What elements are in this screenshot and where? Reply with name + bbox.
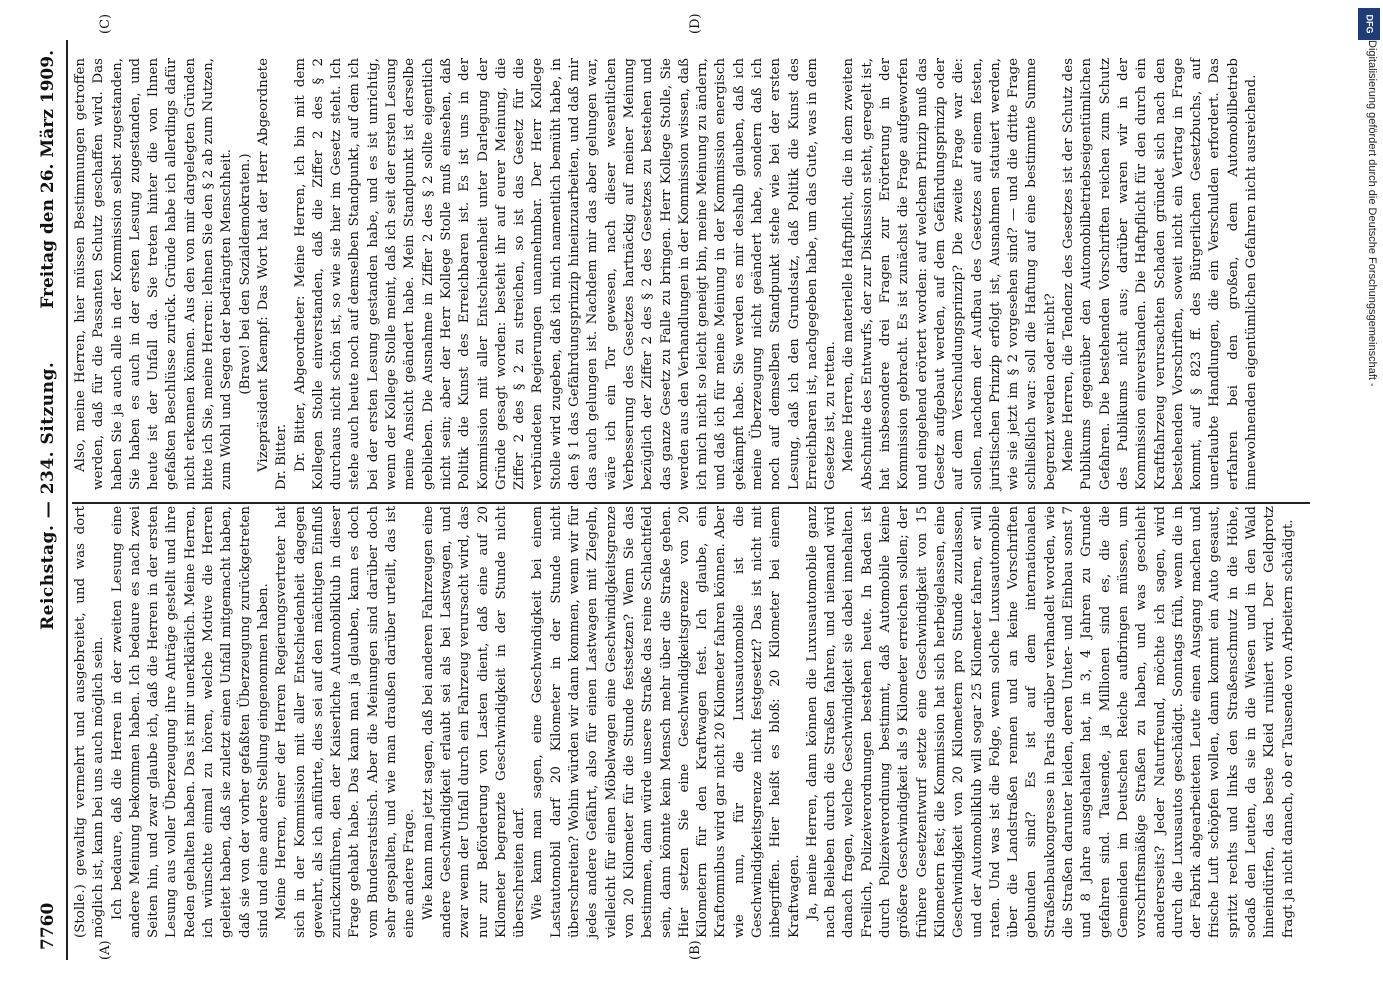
speaker-paragraph: Dr. Bitter, Abgeordneter: Meine Herren, ich bin mit dem Kollegen Stolle einverstanden, daß die Ziffer 2 des § 2 durchaus nicht schön ist, so wie sie hier im Gesetz steht. Ich stehe auch heute noch auf demselben Standpunkt, auf dem ich bei der ersten Lesung gestanden habe, und es ist unrichtig, wenn der Kollege Stolle meint, daß ich seit der ersten Lesung meine Ansicht geändert habe. Mein Standpunkt ist derselbe geblieben. Die Ausnahme in Ziffer 2 des § 2 sollte eigentlich nicht sein; aber der Herr Kollege Stolle muß einsehen, daß Politik die Kunst des Erreichbaren ist. Es ist uns in der Kommission mit aller Entschiedenheit unter Darlegung der Gründe gesagt worden: besteht ihr auf eurer Meinung, die Ziffer 2 des § 2 zu streichen, so ist das Gesetz für die verbündeten Regierungen unannehmbar. Der Herr Kollege Stolle wird zugeben, daß ich mich namentlich bemüht habe, in den § 1 das Gefährdungsprinzip hineinzuarbeiten, und daß mir das auch gelungen ist. Nachdem mir das aber gelungen war, wäre ich ein Tor gewesen, nach dieser wesentlichen Verbesserung des Gesetzes hartnäckig auf meiner Meinung bezüglich der Ziffer 2 des § 2 des Gesetzes zu bestehen und das ganze Gesetz zu Falle zu bringen. Herr Kollege Stolle, Sie werden aus den Verhandlungen in der Kommission wissen, daß ich mich nicht so leicht geneigt bin, meine Meinung zu ändern, und daß ich für meine Meinung in der Kommission energisch gekämpft habe. Sie werden es mir deshalb glauben, daß ich meine Überzeugung nicht geändert habe, sondern daß ich noch auf demselben Standpunkt stehe wie bei der ersten Lesung, daß ich den Grundsatz, daß Politik die Kunst des Erreichbaren ist, nachgegeben habe, um das Gute, was in dem Gesetze ist, zu retten. — [292, 58, 839, 490]
column-divider — [72, 502, 1310, 504]
paragraph: Ja, meine Herren, dann können die Luxusautomobile ganz nach Belieben durch die Straßen fahren, und niemand wird danach fragen, welche Geschwindigkeit sie dabei innehalten. Freilich, Polizeiverordnungen bestehen heute. In Baden ist durch Polizeiverordnung bestimmt, daß Automobile keine größere Geschwindigkeit als 9 Kilometer erreichen sollen; der frühere Gesetzentwurf setzte eine Geschwindigkeit von 15 Kilometern fest; die Kommission hat sich herbeigelassen, eine Geschwindigkeit von 20 Kilometern pro Stunde zuzulassen, und der Automobilklub will sogar 25 Kilometer fahren, er will raten. Und was ist die Folge, wenn solche Luxusautomobile über die Landstraßen rennen und an keine Vorschriften gebunden sind? Es ist auf dem internationalen Straßenbaukongresse in Paris darüber verhandelt worden, wie die Straßen darunter leiden, deren Unter- und Einbau sonst 7 und 8 Jahre ausgehalten hat, in 3, 4 Jahren zu Grunde gefahren sind. Tausende, ja Millionen sind es, die die Gemeinden im Deutschen Reiche aufbringen müssen, um vorschriftsmäßige Straßen zu haben, und was geschieht andererseits? Jeder Naturfreund, möchte ich sagen, wird durch die Luxusautos geschädigt. Sonntags früh, wenn die in der Fabrik abgearbeiteten Leute einen Ausgang machen und frische Luft schöpfen wollen, dann kommt ein Auto gesaust, spritzt rechts und links den Straßenschmutz in die Höhe, sodaß den Leuten, da sie in die Wiesen und in den Wald hineindürfen, das beste Kleid ruiniert wird. Der Geldprotz fragt ja nicht danach, ob er Tausende von Arbeitern schädigt. — [804, 506, 1296, 938]
digitization-note: Digitalisierung gefördert durch die Deutsche Forschungsgemeinschaft - — [1366, 40, 1378, 387]
paragraph: (Stolle.) gewaltig vermehrt und ausgebreitet, und was dort möglich ist, kann bei uns auch möglich sein. — [73, 506, 107, 938]
left-column — [72, 506, 1298, 938]
header-rule — [66, 40, 68, 960]
session-date: Freitag den 26. März 1909. — [38, 50, 58, 309]
margin-marker-a: (A) — [98, 940, 113, 960]
page-number: 7760 — [38, 902, 58, 950]
paragraph: Meine Herren, die materielle Haftpflicht, die in dem zweiten Abschnitte des Entwurfs, der zur Diskussion steht, geregelt ist, hat insbesondere drei Fragen zur Erörterung in der Kommission gebracht. Es ist zunächst die Frage aufgeworfen und eingehend erörtert worden: auf welchem Prinzip muß das Gesetz aufgebaut werden, auf dem Gefährdungsprinzip oder auf dem Verschuldungsprinzip? Die zweite Frage war die: sollen, nachdem der Aufbau des Gesetzes auf einem festen, juristischen Prinzip erfolgt ist, Ausnahmen statuiert werden, wie sie jetzt im § 2 vorgesehen sind? — und die dritte Frage schließlich war: soll die Haftung auf eine bestimmte Summe begrenzt werden oder nicht? — [841, 58, 1058, 490]
page-header — [38, 40, 66, 960]
margin-marker-b: (B) — [688, 940, 703, 960]
margin-marker-d: (D) — [688, 13, 703, 34]
paragraph: Also, meine Herren, hier müssen Bestimmungen getroffen werden, daß für die Passanten Schutz geschaffen wird. Das haben Sie ja auch alle in der Kommission selbst zugestanden, Sie haben es auch in der ersten Lesung zugestanden, und heute ist der Unfall da. Sie treten hinter die von Ihnen gefaßten Beschlüsse zurück. Gründe habe ich allerdings dafür nicht erkennen können. Aus den von mir dargelegten Gründen bitte ich Sie, meine Herren: lehnen Sie den § 2 ab zum Nutzen, zum Wohl und Segen der bedrängten Menschheit. — [73, 58, 235, 490]
speaker-paragraph: Vizepräsident Kaempf: Das Wort hat der Herr Abgeordnete Dr. Bitter. — [255, 58, 290, 490]
session-title: Reichstag. — 234. Sitzung. — [38, 361, 58, 630]
paragraph: Ich bedaure, daß die Herren in der zweiten Lesung eine andere Meinung bekommen haben. Ich bedaure es nach zwei Seiten hin, und zwar glaube ich, daß die Herren in der ersten Lesung aus voller Überzeugung ihre Anträge gestellt und ihre Reden gehalten haben. Das ist mir unerklärlich. Meine Herren, ich wünschte einmal zu hören, welche Motive die Herren geleitet haben, daß sie zuletzt einen Unfall mitgemacht haben, daß sie von der vorher gefaßten Überzeugung zurückgetreten sind und eine andere Stellung eingenommen haben. — [109, 506, 271, 938]
dfg-logo: DFG — [1358, 8, 1380, 40]
paragraph: Meine Herren, die Tendenz des Gesetzes ist der Schutz des Publikums gegenüber den Automobilbetriebseigentümlichen Gefahren. Die bestehenden Vorschriften reichen zum Schutz des Publikums nicht aus; darüber waren wir in der Kommission einverstanden. Die Haftpflicht für den durch ein Kraftfahrzeug verursachten Schaden gründet sich nach den bestehenden Vorschriften, soweit nicht ein Vertrag in Frage kommt, auf § 823 ff. des Bürgerlichen Gesetzbuchs, auf unerlaubte Handlungen, die ein Verschulden erfordert. Das erfahren bei den großen, dem Automobilbetrieb innewohnenden eigentümlichen Gefahren nicht ausreichend. — [1061, 58, 1259, 490]
paragraph: Wie kann man jetzt sagen, daß bei anderen Fahrzeugen eine andere Geschwindigkeit erlaubt sei als bei Lastwagen, und zwar wenn der Unfall durch ein Fahrzeug verursacht wird, das nur zur Beförderung von Lasten dient, daß eine auf 20 Kilometer begrenzte Geschwindigkeit in der Stunde nicht überschreiten darf. — [420, 506, 528, 938]
margin-marker-c: (C) — [98, 13, 113, 34]
paragraph: Meine Herren, einer der Herren Regierungsvertreter hat sich in der Kommission mit aller Entschiedenheit dagegen gewehrt, als ich anführte, dies sei auf den mächtigen Einfluß zurückzuführen, den der Kaiserliche Automobilklub in dieser Frage gehabt habe. Das kann man ja glauben, kann es doch vom Bundesratstisch. Aber die Meinungen sind darüber doch sehr gespalten, und wie man draußen darüber urteilt, das ist eine andere Frage. — [274, 506, 418, 938]
right-column — [72, 58, 1261, 490]
paragraph: Wie kann man sagen, eine Geschwindigkeit bei einem Lastautomobil darf 20 Kilometer in der Stunde nicht überschreiten? Wohin würden wir dann kommen, wenn wir für jedes andere Gefährt, also für einen Lastwagen mit Ziegeln, vielleicht für einen Möbelwagen eine Geschwindigkeitsgrenze von 20 Kilometer für die Stunde festsetzen? Wenn Sie das bestimmen, dann würde unsere Straße das reine Schlachtfeld sein, dann könnte kein Mensch mehr über die Straße gehen. Hier setzen Sie eine Geschwindigkeitsgrenze von 20 Kilometern für den Kraftwagen fest. Ich glaube, ein Kraftomnibus wird gar nicht 20 Kilometer fahren können. Aber wie nun, für die Luxusautomobile ist die Geschwindigkeitsgrenze nicht festgesetzt? Das ist nicht mit inbegriffen. Hier heißt es bloß: 20 Kilometer bei einem Kraftwagen. — [530, 506, 802, 938]
applause-note: (Bravo! bei den Sozialdemokraten.) — [237, 153, 253, 395]
